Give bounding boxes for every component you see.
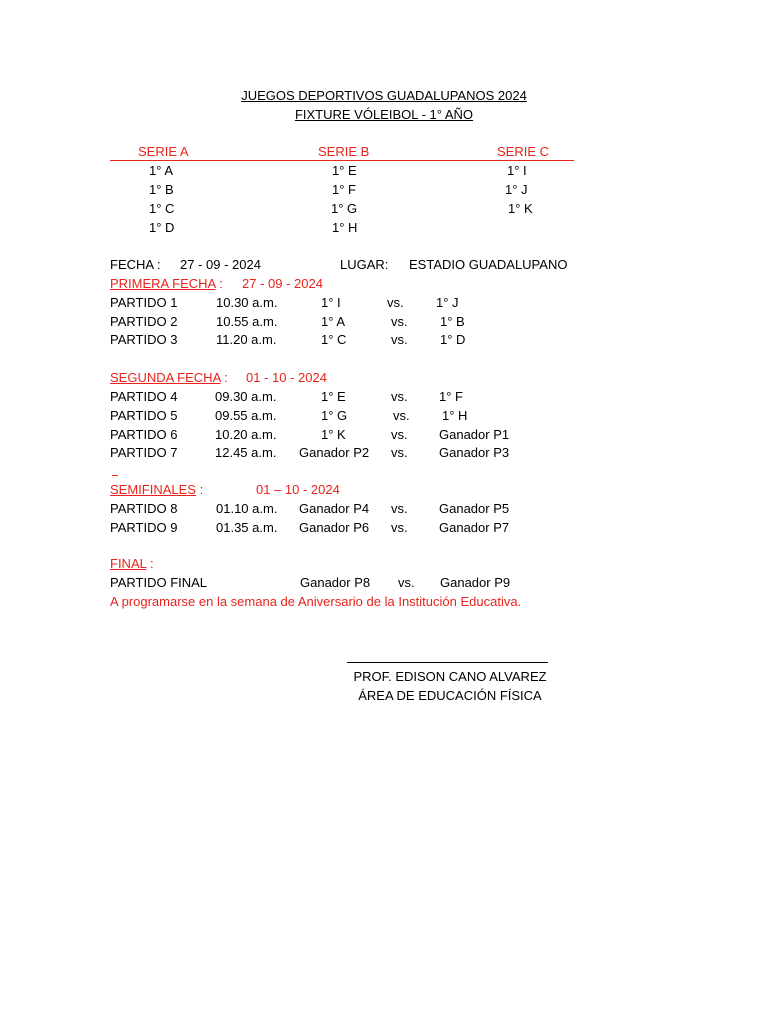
serie-c-team: 1° K	[508, 201, 533, 216]
serie-b-team: 1° G	[331, 201, 358, 216]
serie-c-team: 1° J	[505, 182, 528, 197]
final-note: A programarse en la semana de Aniversario de la Institución Educativa.	[110, 594, 522, 609]
segunda-fecha-sep: :	[220, 370, 228, 385]
semifinales-label: SEMIFINALES	[110, 482, 196, 497]
serie-a-team: 1° C	[149, 201, 175, 216]
serie-b-header: SERIE B	[318, 144, 370, 159]
match-partido: PARTIDO 8	[110, 501, 178, 516]
semifinales-heading	[110, 482, 203, 498]
match-away: Ganador P5	[439, 501, 510, 516]
match-partido: PARTIDO 9	[110, 520, 178, 535]
signature-line	[347, 662, 548, 663]
serie-a-team: 1° D	[149, 220, 175, 235]
match-vs: vs.	[387, 295, 404, 310]
match-vs: vs.	[391, 501, 408, 516]
segunda-fecha-heading	[110, 370, 228, 386]
final-home: Ganador P8	[300, 575, 371, 590]
match-time: 10.20 a.m.	[215, 427, 277, 442]
match-time: 12.45 a.m.	[215, 445, 277, 460]
match-time: 09.55 a.m.	[215, 408, 277, 423]
match-vs: vs.	[391, 314, 408, 329]
serie-c-team: 1° I	[507, 163, 527, 178]
serie-b-team: 1° E	[332, 163, 357, 178]
match-home: Ganador P4	[299, 501, 370, 516]
primera-fecha-label: PRIMERA FECHA	[110, 276, 216, 291]
final-partido: PARTIDO FINAL	[110, 575, 208, 590]
match-time: 09.30 a.m.	[215, 389, 277, 404]
match-home: 1° K	[321, 427, 346, 442]
match-vs: vs.	[391, 445, 408, 460]
serie-a-team: 1° B	[149, 182, 174, 197]
match-partido: PARTIDO 3	[110, 332, 178, 347]
segunda-fecha-date: 01 - 10 - 2024	[246, 370, 327, 385]
match-away: Ganador P3	[439, 445, 510, 460]
match-vs: vs.	[391, 520, 408, 535]
match-home: 1° E	[321, 389, 346, 404]
serie-a-team: 1° A	[149, 163, 173, 178]
match-time: 01.35 a.m.	[216, 520, 278, 535]
match-home: 1° G	[321, 408, 348, 423]
serie-a-header: SERIE A	[138, 144, 189, 159]
signature-area: ÁREA DE EDUCACIÓN FÍSICA	[358, 688, 542, 703]
serie-c-header: SERIE C	[497, 144, 550, 159]
match-vs: vs.	[393, 408, 410, 423]
match-vs: vs.	[391, 389, 408, 404]
match-partido: PARTIDO 2	[110, 314, 178, 329]
match-away: 1° B	[440, 314, 465, 329]
semifinales-sep: :	[195, 482, 204, 497]
semifinales-date: 01 – 10 - 2024	[256, 482, 340, 497]
match-away: 1° J	[436, 295, 459, 310]
lugar-value: ESTADIO GUADALUPANO	[409, 257, 568, 272]
final-vs: vs.	[398, 575, 415, 590]
match-time: 10.30 a.m.	[216, 295, 278, 310]
stray-underline	[112, 475, 118, 476]
primera-fecha-heading	[110, 276, 223, 292]
match-away: Ganador P7	[439, 520, 510, 535]
final-away: Ganador P9	[440, 575, 511, 590]
match-away: 1° H	[442, 408, 468, 423]
document-subtitle: FIXTURE VÓLEIBOL - 1° AÑO	[294, 107, 474, 122]
match-partido: PARTIDO 5	[110, 408, 178, 423]
lugar-label: LUGAR:	[340, 257, 389, 272]
match-home: 1° C	[321, 332, 347, 347]
match-partido: PARTIDO 1	[110, 295, 178, 310]
match-partido: PARTIDO 6	[110, 427, 178, 442]
match-vs: vs.	[391, 332, 408, 347]
signature-name: PROF. EDISON CANO ALVAREZ	[353, 669, 547, 684]
document-title: JUEGOS DEPORTIVOS GUADALUPANOS 2024	[241, 88, 527, 103]
serie-b-team: 1° F	[332, 182, 356, 197]
match-time: 10.55 a.m.	[216, 314, 278, 329]
match-away: Ganador P1	[439, 427, 510, 442]
match-home: 1° I	[321, 295, 341, 310]
segunda-fecha-label: SEGUNDA FECHA	[110, 370, 221, 385]
match-time: 11.20 a.m.	[216, 332, 277, 347]
primera-fecha-sep: :	[215, 276, 223, 291]
match-home: 1° A	[321, 314, 345, 329]
match-away: 1° F	[439, 389, 463, 404]
fecha-value: 27 - 09 - 2024	[180, 257, 261, 272]
serie-b-team: 1° H	[332, 220, 358, 235]
match-partido: PARTIDO 4	[110, 389, 178, 404]
match-time: 01.10 a.m.	[216, 501, 278, 516]
final-sep: :	[146, 556, 154, 571]
primera-fecha-date: 27 - 09 - 2024	[242, 276, 323, 291]
match-away: 1° D	[440, 332, 466, 347]
match-home: Ganador P2	[299, 445, 370, 460]
match-partido: PARTIDO 7	[110, 445, 178, 460]
match-vs: vs.	[391, 427, 408, 442]
final-heading	[110, 556, 154, 572]
final-label: FINAL	[110, 556, 147, 571]
fecha-label: FECHA :	[110, 257, 161, 272]
match-home: Ganador P6	[299, 520, 370, 535]
